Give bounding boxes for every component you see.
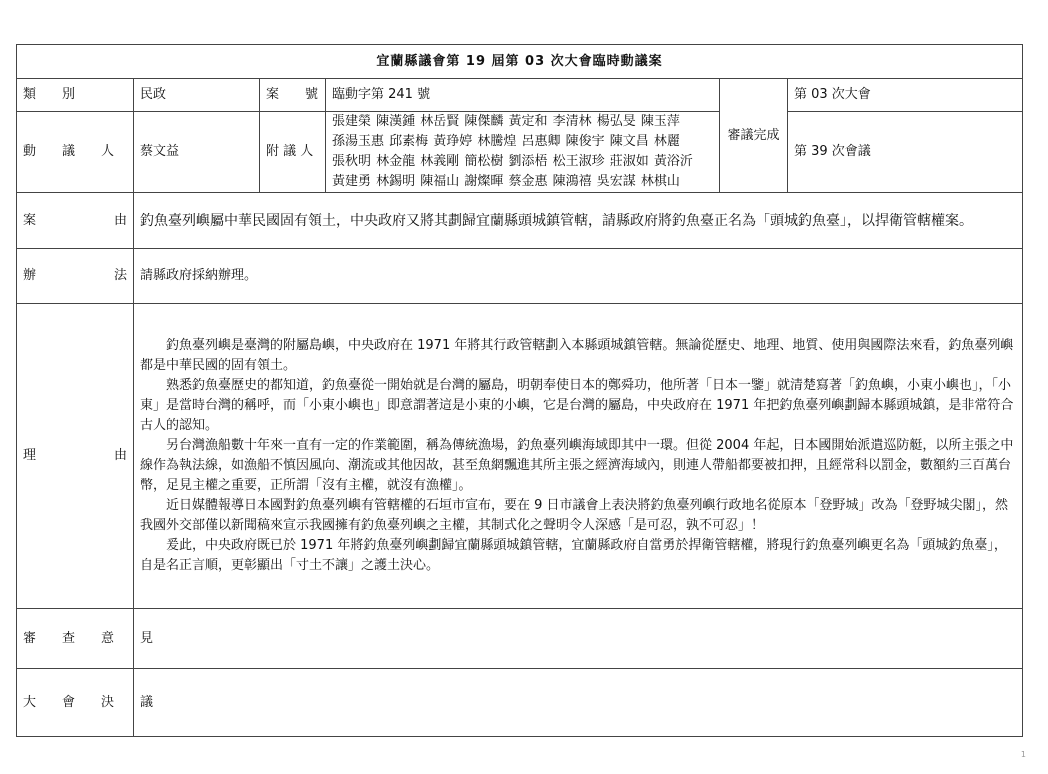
grounds-paragraph: 近日媒體報導日本國對釣魚臺列嶼有管轄權的石垣市宣布，要在 9 日市議會上表決將釣魚臺列嶼行政地名從原本「登野城」改為「登野城尖閣」，然我國外交部僅以新聞稿來宣示我國擁有釣魚臺列嶼之主權，其制式化之聲明令人深感「是可忍，孰不可忍」！ [140, 498, 1009, 533]
grounds-paragraph: 爰此，中央政府既已於 1971 年將釣魚臺列嶼劃歸宜蘭縣頭城鎮管轄，宜蘭縣政府自當勇於捍衛管轄權，將現行釣魚臺列嶼更名為「頭城釣魚臺」，自是名正言順，更彰顯出「寸土不讓」之護土決心。 [140, 538, 1007, 573]
category-label: 類 別 [17, 79, 134, 112]
cosigner-line: 張建榮 陳漢鍾 林岳賢 陳傑麟 黃定和 李清林 楊弘旻 陳玉萍 [332, 114, 680, 129]
resolution-label: 大 會 決 議 [17, 669, 134, 737]
cosigner-list [326, 112, 720, 193]
review-opinion-field [134, 609, 1023, 669]
grounds-paragraph: 釣魚臺列嶼是臺灣的附屬島嶼，中央政府在 1971 年將其行政管轄劃入本縣頭城鎮管轄。無論從歷史、地理、地質、使用與國際法來看，釣魚臺列嶼都是中華民國的固有領土。 [140, 338, 1014, 373]
method-label: 辦 法 [17, 249, 134, 304]
review-opinion-label: 審 查 意 見 [17, 609, 134, 669]
cosigner-line: 張秋明 林金龍 林義剛 簡松樹 劉添梧 松王淑珍 莊淑如 黃浴沂 [332, 154, 693, 169]
grounds-paragraph: 另台灣漁船數十年來一直有一定的作業範圍，稱為傳統漁場，釣魚臺列嶼海域即其中一環。但從 2004 年起，日本國開始派遣巡防艇，以所主張之中線作為執法線，如漁船不慎因風向、潮流或其他因故，甚至魚網飄進其所主張之經濟海域內，則連人帶船都要被扣押，且經常科以罰金，數額約三百萬台幣，足見主權之重要，正所謂「沒有主權，就沒有漁權」。 [140, 438, 1014, 493]
mover-value: 蔡文益 [134, 112, 260, 193]
form-title: 宜蘭縣議會第 19 屆第 03 次大會臨時動議案 [17, 45, 1023, 79]
subject-text: 釣魚臺列嶼屬中華民國固有領土，中央政府又將其劃歸宜蘭縣頭城鎮管轄，請縣政府將釣魚臺正名為「頭城釣魚臺」，以捍衛管轄權案。 [134, 193, 1023, 249]
cosigner-label: 附 議 人 [260, 112, 326, 193]
category-value: 民政 [134, 79, 260, 112]
session-value: 第 03 次大會 [788, 79, 1023, 112]
resolution-field [134, 669, 1023, 737]
method-text: 請縣政府採納辦理。 [134, 249, 1023, 304]
cosigner-line: 黃建勇 林錫明 陳福山 謝燦暉 蔡金惠 陳鴻禧 吳宏謀 林棋山 [332, 174, 680, 189]
grounds-text [134, 304, 1023, 609]
motion-form [16, 44, 1023, 737]
grounds-label: 理 由 [17, 304, 134, 609]
case-number-label: 案 號 [260, 79, 326, 112]
meeting-value: 第 39 次會議 [788, 112, 1023, 193]
review-complete-label: 審議完成 [720, 79, 788, 193]
case-number-value: 臨動字第 241 號 [326, 79, 720, 112]
cosigner-line: 孫湯玉惠 邱素梅 黃琤婷 林騰煌 呂惠卿 陳俊宇 陳文昌 林麗 [332, 134, 680, 149]
mover-label: 動 議 人 [17, 112, 134, 193]
grounds-paragraph: 熟悉釣魚臺歷史的都知道，釣魚臺從一開始就是台灣的屬島，明朝奉使日本的鄭舜功，他所著「日本一鑒」就清楚寫著「釣魚嶼，小東小嶼也」，「小東」是當時台灣的稱呼，而「小東小嶼也」即意謂著這是小東的小嶼，它是台灣的屬島，中央政府在 1971 年把釣魚臺列嶼劃歸本縣頭城鎮，是非常符合古人的認知。 [140, 378, 1014, 433]
subject-label: 案 由 [17, 193, 134, 249]
page-number: 1 [1020, 750, 1026, 759]
